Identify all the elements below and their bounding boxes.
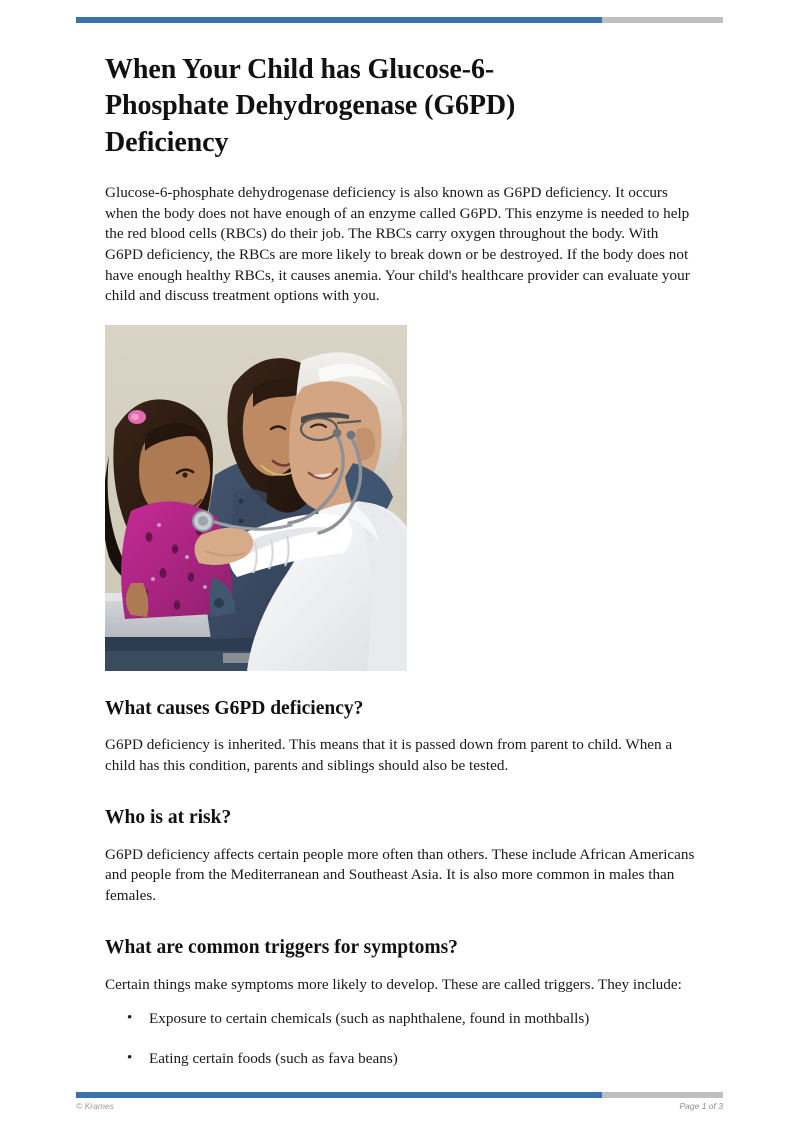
section-heading-risk: Who is at risk?: [105, 807, 232, 829]
intro-paragraph: Glucose-6-phosphate dehydrogenase deficiency is also known as G6PD deficiency. It occurs when the body does not have enough of an enzyme called G6PD. This enzyme is needed to help the red blood cells (RBCs) do their job. The RBCs carry oxygen throughout the body. With G6PD deficiency, the RBCs are more likely to break down or be destroyed. If the body does not have enough healthy RBCs, it causes anemia. Your child's healthcare provider can evaluate your child and discuss treatment options with you.: [105, 184, 690, 305]
section-body-causes: G6PD deficiency is inherited. This means that it is passed down from parent to child. When a child has this condition, parents and siblings should also be tested.: [105, 736, 673, 774]
footer-copyright: © Krames: [76, 1101, 114, 1111]
footer-page-number: Page 1 of 3: [679, 1101, 723, 1111]
section-heading-causes: What causes G6PD deficiency?: [105, 697, 364, 719]
footer-rule-gray-segment: [602, 1092, 723, 1098]
section-body-triggers: Certain things make symptoms more likely to develop. These are called triggers. They include:: [105, 975, 682, 993]
footer-rule-blue-segment: [76, 1092, 602, 1098]
photo-illustration: [105, 325, 407, 671]
triggers-list: [105, 995, 697, 1069]
section-body-risk: G6PD deficiency affects certain people more often than others. These include African Americans and people from the Mediterranean and Southeast Asia. It is also more common in males than females.: [105, 845, 695, 904]
page-footer: [76, 1101, 723, 1111]
footer-rule: [76, 1092, 723, 1098]
doctor-examining-child-photo: [105, 325, 407, 671]
document-body: [105, 0, 697, 1088]
section-heading-triggers: What are common triggers for symptoms?: [105, 937, 458, 959]
page-title: When Your Child has Glucose-6-Phosphate Dehydrogenase (G6PD) Deficiency: [105, 54, 516, 158]
list-item: • Exposure to certain chemicals (such as naphthalene, found in mothballs): [139, 1009, 697, 1030]
list-item: • Eating certain foods (such as fava beans): [139, 1049, 697, 1070]
